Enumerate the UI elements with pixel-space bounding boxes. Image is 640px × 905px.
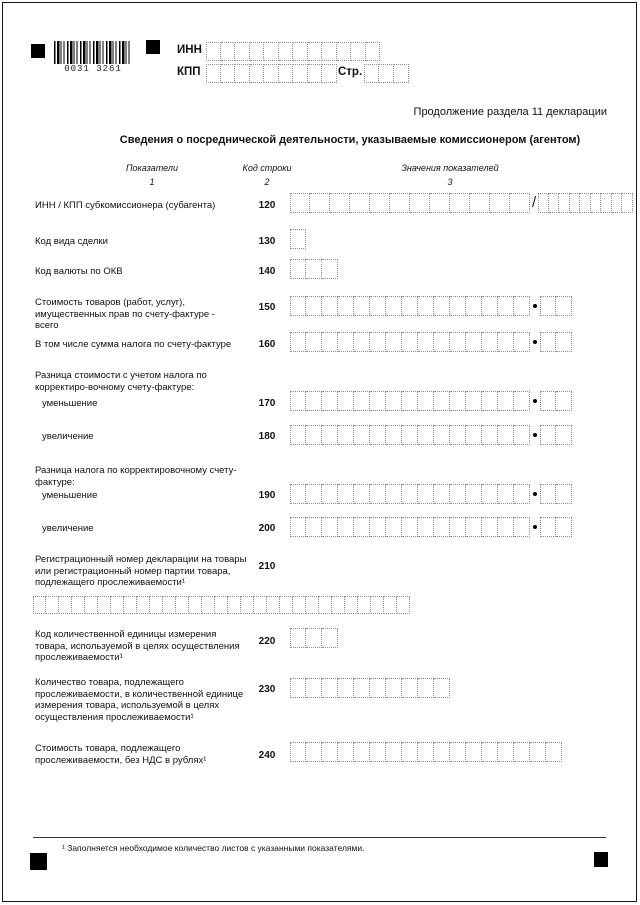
field-180-increase[interactable] xyxy=(290,425,572,445)
row-label-200: увеличение xyxy=(42,523,94,534)
row-label-130: Код вида сделки xyxy=(35,236,108,247)
row-label-190: уменьшение xyxy=(42,490,98,501)
field-220-unit-code[interactable] xyxy=(290,628,338,648)
row-code-230: 230 xyxy=(258,684,276,695)
field-240-cost-without-vat[interactable] xyxy=(290,742,562,762)
row-code-160: 160 xyxy=(258,339,276,350)
group-label-tax-difference: Разница налога по корректировочному счету-фактуре: xyxy=(35,465,237,488)
row-code-140: 140 xyxy=(258,266,276,277)
row-code-240: 240 xyxy=(258,750,276,761)
row-label-210: Регистрационный номер декларации на товары или регистрационный номер партии товара, подлежащего прослеживаемости¹ xyxy=(35,554,247,588)
registration-mark-top-left xyxy=(31,44,45,58)
row-label-150: Стоимость товаров (работ, услуг), имущественных прав по счету-фактуре - всего xyxy=(35,297,215,331)
field-160-tax-amount[interactable] xyxy=(290,332,572,352)
inn-label: ИНН xyxy=(177,44,202,56)
row-label-240: Стоимость товара, подлежащего прослеживаемости, без НДС в рублях¹ xyxy=(35,743,207,766)
row-label-160: В том числе сумма налога по счету-фактуре xyxy=(35,339,232,350)
column-header-indicators: Показатели xyxy=(126,163,178,173)
barcode xyxy=(54,41,132,64)
row-code-130: 130 xyxy=(258,236,276,247)
row-label-230: Количество товара, подлежащего прослеживаемости, в количественной единице измерения товара, используемой в целях осуществления прослеживаемости¹ xyxy=(35,677,244,723)
registration-mark-bottom-left xyxy=(30,853,47,870)
footnote: ¹ Заполняется необходимое количество листов с указанными показателями. xyxy=(62,843,365,853)
column-header-line-code: Код строки xyxy=(242,163,292,173)
form-title: Сведения о посреднической деятельности, указываемые комиссионером (агентом) xyxy=(119,134,581,146)
field-140-currency-code[interactable] xyxy=(290,259,338,279)
page-number-field[interactable] xyxy=(364,64,409,83)
kpp-field[interactable] xyxy=(206,64,337,83)
row-code-180: 180 xyxy=(258,431,276,442)
row-label-140: Код валюты по ОКВ xyxy=(35,266,123,277)
field-120-inn-kpp[interactable]: / xyxy=(290,193,633,213)
field-200-increase[interactable] xyxy=(290,517,572,537)
kpp-label: КПП xyxy=(177,66,201,78)
row-label-120: ИНН / КПП субкомиссионера (субагента) xyxy=(35,200,216,211)
field-230-quantity[interactable] xyxy=(290,678,450,698)
row-code-200: 200 xyxy=(258,523,276,534)
field-190-decrease[interactable] xyxy=(290,484,572,504)
column-number-2: 2 xyxy=(264,177,270,187)
inn-field[interactable] xyxy=(206,42,380,61)
section-continuation-note: Продолжение раздела 11 декларации xyxy=(413,106,607,118)
row-code-150: 150 xyxy=(258,302,276,313)
field-170-decrease[interactable] xyxy=(290,391,572,411)
column-number-1: 1 xyxy=(149,177,155,187)
row-code-120: 120 xyxy=(258,200,276,211)
group-label-cost-difference: Разница стоимости с учетом налога по корректиро-вочному счету-фактуре: xyxy=(35,370,207,393)
row-label-180: увеличение xyxy=(42,431,94,442)
footnote-divider xyxy=(33,837,606,838)
row-label-170: уменьшение xyxy=(42,398,98,409)
row-code-190: 190 xyxy=(258,490,276,501)
row-code-210: 210 xyxy=(258,561,276,572)
field-130-deal-type-code[interactable] xyxy=(290,229,306,249)
row-code-170: 170 xyxy=(258,398,276,409)
page-number-label: Стр. xyxy=(338,66,363,78)
field-150-total-cost[interactable] xyxy=(290,296,572,316)
barcode-digits: 0031 3261 xyxy=(64,64,122,74)
registration-mark-bottom-right xyxy=(594,852,608,867)
row-label-220: Код количественной единицы измерения товара, используемой в целях осуществления прослеживаемости¹ xyxy=(35,629,240,663)
column-header-values: Значения показателей xyxy=(401,163,499,173)
registration-mark-top-right xyxy=(146,40,160,54)
field-210-registration-number[interactable] xyxy=(33,596,410,614)
row-code-220: 220 xyxy=(258,636,276,647)
column-number-3: 3 xyxy=(447,177,453,187)
